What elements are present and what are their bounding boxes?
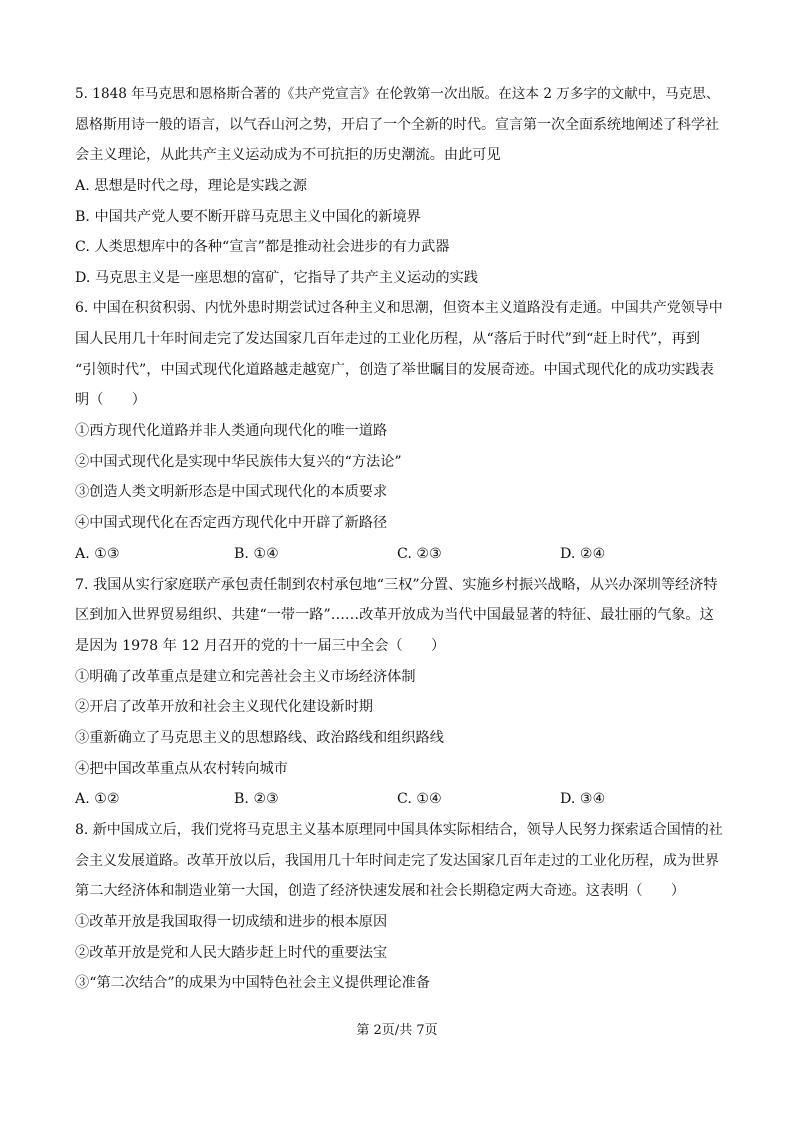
question-7-statement-3: ③重新确立了马克思主义的思想路线、政治路线和组织路线 (75, 730, 444, 746)
question-6-choice-c: C. ②③ (397, 546, 442, 562)
question-7-stem-line: 7. 我国从实行家庭联产承包责任制到农村承包地“三权”分置、实施乡村振兴战略，从兴办深圳等经济特 (75, 577, 718, 593)
question-6-statement-3: ③创造人类文明新形态是中国式现代化的本质要求 (75, 484, 388, 500)
question-8-statement-1: ①改革开放是我国取得一切成绩和进步的根本原因 (75, 914, 388, 930)
question-7-stem-line: 是因为 1978 年 12 月召开的党的十一届三中全会（ ） (75, 638, 446, 654)
question-7-statement-2: ②开启了改革开放和社会主义现代化建设新时期 (75, 699, 373, 715)
question-6-stem-line: 6. 中国在积贫积弱、内忧外患时期尝试过各种主义和思潮，但资本主义道路没有走通。中国共产党领导中 (75, 300, 723, 316)
question-5-option-b: B. 中国共产党人要不断开辟马克思主义中国化的新境界 (75, 209, 421, 225)
question-5-stem-line: 会主义理论，从此共产主义运动成为不可抗拒的历史潮流。由此可见 (75, 147, 501, 163)
question-7-choice-b: B. ②③ (234, 791, 279, 807)
page-number-footer: 第 2页/共 7页 (356, 1023, 438, 1038)
question-7-choice-a: A. ①② (75, 791, 120, 807)
question-7-choice-d: D. ③④ (560, 791, 606, 807)
question-5-option-c: C. 人类思想库中的各种“宣言”都是推动社会进步的有力武器 (75, 239, 450, 255)
question-6-choice-a: A. ①③ (75, 546, 120, 562)
question-5-option-d: D. 马克思主义是一座思想的富矿，它指导了共产主义运动的实践 (75, 270, 478, 286)
question-8-stem-line: 8. 新中国成立后，我们党将马克思主义基本原理同中国具体实际相结合，领导人民努力探索适合国情的社 (75, 822, 723, 838)
question-6-stem-line: “引领时代”，中国式现代化道路越走越宽广，创造了举世瞩目的发展奇迹。中国式现代化的成功实践表 (75, 362, 714, 378)
question-7-statement-4: ④把中国改革重点从农村转向城市 (75, 761, 288, 777)
question-5-stem-line: 恩格斯用诗一般的语言，以气吞山河之势，开启了一个全新的时代。宣言第一次全面系统地阐述了科学社 (75, 117, 719, 133)
question-8-stem-line: 第二大经济体和制造业第一大国，创造了经济快速发展和社会长期稳定两大奇迹。这表明（ ） (75, 883, 686, 899)
question-7-choice-c: C. ①④ (397, 791, 442, 807)
question-6-statement-4: ④中国式现代化在否定西方现代化中开辟了新路径 (75, 515, 388, 531)
question-8-stem-line: 会主义发展道路。改革开放以后，我国用几十年时间走完了发达国家几百年走过的工业化历程，成为世界 (75, 853, 719, 869)
question-6-statement-2: ②中国式现代化是实现中华民族伟大复兴的“方法论” (75, 454, 402, 470)
question-6-choice-b: B. ①④ (234, 546, 279, 562)
question-6-stem-line: 明（ ） (75, 392, 146, 408)
question-7-stem-line: 区到加入世界贸易组织、共建“一带一路”……改革开放成为当代中国最显著的特征、最壮丽的气象。这 (75, 607, 714, 623)
question-6-stem-line: 国人民用几十年时间走完了发达国家几百年走过的工业化历程，从“落后于时代”到“赶上时代”，再到 (75, 331, 700, 347)
question-8-statement-3: ③“第二次结合”的成果为中国特色社会主义提供理论准备 (75, 975, 431, 991)
question-8-statement-2: ②改革开放是党和人民大踏步赶上时代的重要法宝 (75, 945, 388, 961)
question-5-option-a: A. 思想是时代之母，理论是实践之源 (75, 178, 308, 194)
question-7-statement-1: ①明确了改革重点是建立和完善社会主义市场经济体制 (75, 669, 416, 685)
question-6-statement-1: ①西方现代化道路并非人类通向现代化的唯一道路 (75, 423, 388, 439)
question-5-stem-line: 5. 1848 年马克思和恩格斯合著的《共产党宣言》在伦敦第一次出版。在这本 2 万多字的文献中，马克思、 (75, 86, 720, 102)
question-6-choice-d: D. ②④ (560, 546, 606, 562)
